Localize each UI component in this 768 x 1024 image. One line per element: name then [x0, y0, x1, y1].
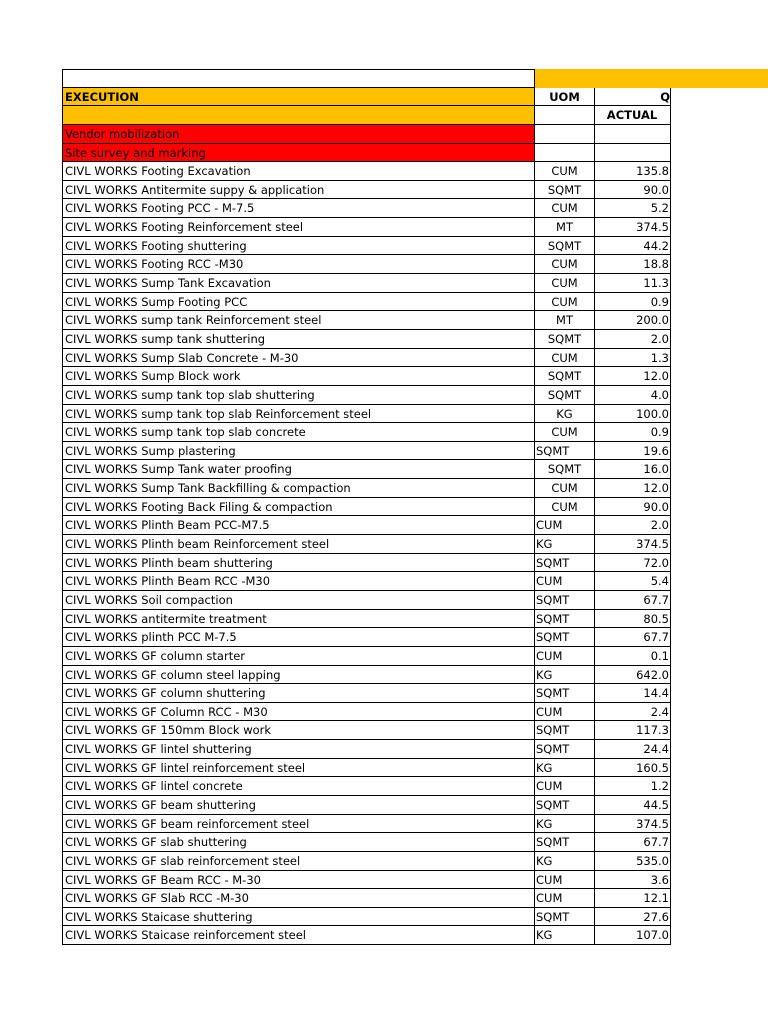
- actual-cell[interactable]: 0.9: [595, 293, 671, 312]
- sheet-top-row: [62, 69, 768, 88]
- uom-cell[interactable]: SQMT: [535, 796, 595, 815]
- uom-cell[interactable]: SQMT: [535, 367, 595, 386]
- table-row: [62, 367, 768, 386]
- activity-cell[interactable]: CIVL WORKS sump tank top slab concrete: [62, 423, 535, 442]
- uom-cell[interactable]: KG: [535, 666, 595, 685]
- uom-cell[interactable]: [535, 125, 595, 144]
- activity-cell[interactable]: CIVL WORKS GF lintel shuttering: [62, 740, 535, 759]
- execution-header[interactable]: EXECUTION: [62, 88, 535, 107]
- actual-cell[interactable]: 44.2: [595, 237, 671, 256]
- activity-cell[interactable]: CIVL WORKS Sump Tank Excavation: [62, 274, 535, 293]
- table-row: [62, 908, 768, 927]
- uom-cell[interactable]: SQMT: [535, 442, 595, 461]
- table-row: [62, 162, 768, 181]
- uom-cell[interactable]: CUM: [535, 349, 595, 368]
- table-row: [62, 628, 768, 647]
- actual-cell[interactable]: 2.0: [595, 330, 671, 349]
- activity-cell[interactable]: CIVL WORKS Soil compaction: [62, 591, 535, 610]
- actual-cell[interactable]: 67.7: [595, 833, 671, 852]
- uom-cell[interactable]: CUM: [535, 572, 595, 591]
- activity-cell[interactable]: CIVL WORKS Sump Block work: [62, 367, 535, 386]
- actual-cell[interactable]: 1.3: [595, 349, 671, 368]
- actual-cell[interactable]: 67.7: [595, 628, 671, 647]
- activity-cell[interactable]: CIVL WORKS sump tank top slab shuttering: [62, 386, 535, 405]
- actual-cell[interactable]: 160.5: [595, 759, 671, 778]
- activity-cell[interactable]: CIVL WORKS GF beam shuttering: [62, 796, 535, 815]
- table-row: [62, 516, 768, 535]
- activity-cell[interactable]: CIVL WORKS Sump Slab Concrete - M-30: [62, 349, 535, 368]
- uom-cell[interactable]: CUM: [535, 516, 595, 535]
- uom-cell[interactable]: CUM: [535, 293, 595, 312]
- uom-cell[interactable]: CUM: [535, 647, 595, 666]
- table-row: [62, 554, 768, 573]
- top-yellow-band[interactable]: [535, 69, 768, 88]
- actual-cell[interactable]: 67.7: [595, 591, 671, 610]
- table-row: [62, 535, 768, 554]
- subheader-uom-blank[interactable]: [535, 106, 595, 125]
- actual-cell[interactable]: [595, 144, 671, 163]
- actual-cell[interactable]: 80.5: [595, 610, 671, 629]
- actual-cell[interactable]: 27.6: [595, 908, 671, 927]
- subheader-blank[interactable]: [62, 106, 535, 125]
- table-row: [62, 330, 768, 349]
- activity-cell[interactable]: CIVL WORKS sump tank top slab Reinforcement steel: [62, 405, 535, 424]
- table-row: [62, 777, 768, 796]
- spreadsheet: [62, 69, 768, 945]
- table-row: [62, 572, 768, 591]
- activity-cell[interactable]: CIVL WORKS plinth PCC M-7.5: [62, 628, 535, 647]
- actual-cell[interactable]: 642.0: [595, 666, 671, 685]
- activity-cell[interactable]: CIVL WORKS GF 150mm Block work: [62, 721, 535, 740]
- actual-cell[interactable]: 12.0: [595, 479, 671, 498]
- table-row: [62, 460, 768, 479]
- actual-cell[interactable]: 200.0: [595, 311, 671, 330]
- activity-cell[interactable]: CIVL WORKS GF column steel lapping: [62, 666, 535, 685]
- uom-cell[interactable]: SQMT: [535, 386, 595, 405]
- uom-cell[interactable]: KG: [535, 759, 595, 778]
- actual-cell[interactable]: 11.3: [595, 274, 671, 293]
- uom-cell[interactable]: CUM: [535, 199, 595, 218]
- table-row: [62, 852, 768, 871]
- actual-cell[interactable]: 2.4: [595, 703, 671, 722]
- highlighted-row: [62, 125, 768, 144]
- table-row: [62, 498, 768, 517]
- actual-cell[interactable]: 374.5: [595, 815, 671, 834]
- table-row: [62, 274, 768, 293]
- activity-cell[interactable]: CIVL WORKS Footing Excavation: [62, 162, 535, 181]
- uom-cell[interactable]: SQMT: [535, 181, 595, 200]
- activity-cell[interactable]: CIVL WORKS Sump plastering: [62, 442, 535, 461]
- uom-cell[interactable]: SQMT: [535, 237, 595, 256]
- activity-cell[interactable]: CIVL WORKS GF Slab RCC -M-30: [62, 889, 535, 908]
- q-header[interactable]: Q: [595, 88, 671, 107]
- activity-cell[interactable]: CIVL WORKS Footing Back Filing & compaction: [62, 498, 535, 517]
- table-row: [62, 479, 768, 498]
- table-row: [62, 926, 768, 945]
- uom-cell[interactable]: KG: [535, 405, 595, 424]
- activity-cell[interactable]: CIVL WORKS GF lintel reinforcement steel: [62, 759, 535, 778]
- table-row: [62, 796, 768, 815]
- uom-cell[interactable]: CUM: [535, 498, 595, 517]
- activity-cell[interactable]: CIVL WORKS Antitermite suppy & application: [62, 181, 535, 200]
- actual-cell[interactable]: 14.4: [595, 684, 671, 703]
- actual-cell[interactable]: 90.0: [595, 181, 671, 200]
- uom-header[interactable]: UOM: [535, 88, 595, 107]
- uom-cell[interactable]: SQMT: [535, 610, 595, 629]
- actual-cell[interactable]: 5.2: [595, 199, 671, 218]
- actual-cell[interactable]: 24.4: [595, 740, 671, 759]
- actual-cell[interactable]: 374.5: [595, 218, 671, 237]
- uom-cell[interactable]: KG: [535, 926, 595, 945]
- activity-cell[interactable]: CIVL WORKS Footing RCC -M30: [62, 255, 535, 274]
- activity-cell[interactable]: CIVL WORKS Plinth beam shuttering: [62, 554, 535, 573]
- table-row: [62, 684, 768, 703]
- uom-cell[interactable]: KG: [535, 815, 595, 834]
- table-row: [62, 759, 768, 778]
- uom-cell[interactable]: SQMT: [535, 740, 595, 759]
- uom-cell[interactable]: KG: [535, 535, 595, 554]
- actual-cell[interactable]: 135.8: [595, 162, 671, 181]
- actual-cell[interactable]: 2.0: [595, 516, 671, 535]
- actual-cell[interactable]: 19.6: [595, 442, 671, 461]
- actual-cell[interactable]: 72.0: [595, 554, 671, 573]
- table-row: [62, 442, 768, 461]
- uom-cell[interactable]: SQMT: [535, 908, 595, 927]
- header-row: [62, 88, 768, 107]
- highlighted-row: [62, 144, 768, 163]
- uom-cell[interactable]: MT: [535, 218, 595, 237]
- uom-cell[interactable]: CUM: [535, 274, 595, 293]
- uom-cell[interactable]: SQMT: [535, 833, 595, 852]
- activity-cell[interactable]: CIVL WORKS Footing Reinforcement steel: [62, 218, 535, 237]
- activity-cell[interactable]: CIVL WORKS GF column shuttering: [62, 684, 535, 703]
- actual-cell[interactable]: 374.5: [595, 535, 671, 554]
- table-row: [62, 740, 768, 759]
- table-row: [62, 833, 768, 852]
- table-row: [62, 311, 768, 330]
- actual-cell[interactable]: 3.6: [595, 871, 671, 890]
- activity-cell[interactable]: CIVL WORKS antitermite treatment: [62, 610, 535, 629]
- actual-cell[interactable]: 12.0: [595, 367, 671, 386]
- actual-cell[interactable]: 107.0: [595, 926, 671, 945]
- activity-cell[interactable]: CIVL WORKS sump tank Reinforcement steel: [62, 311, 535, 330]
- activity-cell[interactable]: CIVL WORKS GF slab reinforcement steel: [62, 852, 535, 871]
- uom-cell[interactable]: CUM: [535, 703, 595, 722]
- uom-cell[interactable]: CUM: [535, 871, 595, 890]
- uom-cell[interactable]: KG: [535, 852, 595, 871]
- actual-cell[interactable]: 117.3: [595, 721, 671, 740]
- table-row: [62, 815, 768, 834]
- activity-cell[interactable]: CIVL WORKS Footing shuttering: [62, 237, 535, 256]
- top-blank-cell[interactable]: [62, 69, 535, 88]
- table-row: [62, 349, 768, 368]
- activity-cell[interactable]: CIVL WORKS Staicase reinforcement steel: [62, 926, 535, 945]
- uom-cell[interactable]: CUM: [535, 479, 595, 498]
- uom-cell[interactable]: SQMT: [535, 628, 595, 647]
- table-row: [62, 293, 768, 312]
- activity-cell[interactable]: CIVL WORKS Staicase shuttering: [62, 908, 535, 927]
- vendor-mobilization-cell[interactable]: Vendor mobilization: [62, 125, 535, 144]
- uom-cell[interactable]: SQMT: [535, 554, 595, 573]
- table-row: [62, 666, 768, 685]
- table-row: [62, 703, 768, 722]
- actual-cell[interactable]: 535.0: [595, 852, 671, 871]
- activity-cell[interactable]: CIVL WORKS Footing PCC - M-7.5: [62, 199, 535, 218]
- table-row: [62, 255, 768, 274]
- uom-cell[interactable]: SQMT: [535, 721, 595, 740]
- table-row: [62, 591, 768, 610]
- activity-cell[interactable]: CIVL WORKS GF column starter: [62, 647, 535, 666]
- uom-cell[interactable]: CUM: [535, 423, 595, 442]
- table-row: [62, 871, 768, 890]
- uom-cell[interactable]: SQMT: [535, 330, 595, 349]
- actual-cell[interactable]: 1.2: [595, 777, 671, 796]
- uom-cell[interactable]: SQMT: [535, 684, 595, 703]
- site-survey-cell[interactable]: Site survey and marking: [62, 144, 535, 163]
- activity-cell[interactable]: CIVL WORKS GF slab shuttering: [62, 833, 535, 852]
- table-row: [62, 405, 768, 424]
- table-row: [62, 237, 768, 256]
- activity-cell[interactable]: CIVL WORKS Sump Footing PCC: [62, 293, 535, 312]
- table-row: [62, 423, 768, 442]
- table-row: [62, 386, 768, 405]
- uom-cell[interactable]: MT: [535, 311, 595, 330]
- table-row: [62, 721, 768, 740]
- activity-cell[interactable]: CIVL WORKS GF beam reinforcement steel: [62, 815, 535, 834]
- activity-cell[interactable]: CIVL WORKS GF Beam RCC - M-30: [62, 871, 535, 890]
- actual-cell[interactable]: 100.0: [595, 405, 671, 424]
- actual-cell[interactable]: 0.1: [595, 647, 671, 666]
- table-row: [62, 889, 768, 908]
- actual-cell[interactable]: 18.8: [595, 255, 671, 274]
- uom-cell[interactable]: SQMT: [535, 460, 595, 479]
- uom-cell[interactable]: SQMT: [535, 591, 595, 610]
- actual-cell[interactable]: 16.0: [595, 460, 671, 479]
- uom-cell[interactable]: CUM: [535, 162, 595, 181]
- uom-cell[interactable]: CUM: [535, 889, 595, 908]
- activity-cell[interactable]: CIVL WORKS Plinth beam Reinforcement steel: [62, 535, 535, 554]
- table-row: [62, 218, 768, 237]
- activity-cell[interactable]: CIVL WORKS Sump Tank water proofing: [62, 460, 535, 479]
- actual-cell[interactable]: 12.1: [595, 889, 671, 908]
- activity-cell[interactable]: CIVL WORKS Plinth Beam PCC-M7.5: [62, 516, 535, 535]
- activity-cell[interactable]: CIVL WORKS Sump Tank Backfilling & compaction: [62, 479, 535, 498]
- actual-cell[interactable]: [595, 125, 671, 144]
- uom-cell[interactable]: CUM: [535, 777, 595, 796]
- actual-cell[interactable]: 90.0: [595, 498, 671, 517]
- uom-cell[interactable]: [535, 144, 595, 163]
- activity-cell[interactable]: CIVL WORKS sump tank shuttering: [62, 330, 535, 349]
- actual-header[interactable]: ACTUAL: [595, 106, 671, 125]
- actual-cell[interactable]: 0.9: [595, 423, 671, 442]
- actual-cell[interactable]: 4.0: [595, 386, 671, 405]
- activity-cell[interactable]: CIVL WORKS Plinth Beam RCC -M30: [62, 572, 535, 591]
- activity-cell[interactable]: CIVL WORKS GF lintel concrete: [62, 777, 535, 796]
- actual-cell[interactable]: 44.5: [595, 796, 671, 815]
- uom-cell[interactable]: CUM: [535, 255, 595, 274]
- actual-cell[interactable]: 5.4: [595, 572, 671, 591]
- table-row: [62, 647, 768, 666]
- table-row: [62, 610, 768, 629]
- activity-cell[interactable]: CIVL WORKS GF Column RCC - M30: [62, 703, 535, 722]
- subheader-row: [62, 106, 768, 125]
- table-row: [62, 181, 768, 200]
- table-row: [62, 199, 768, 218]
